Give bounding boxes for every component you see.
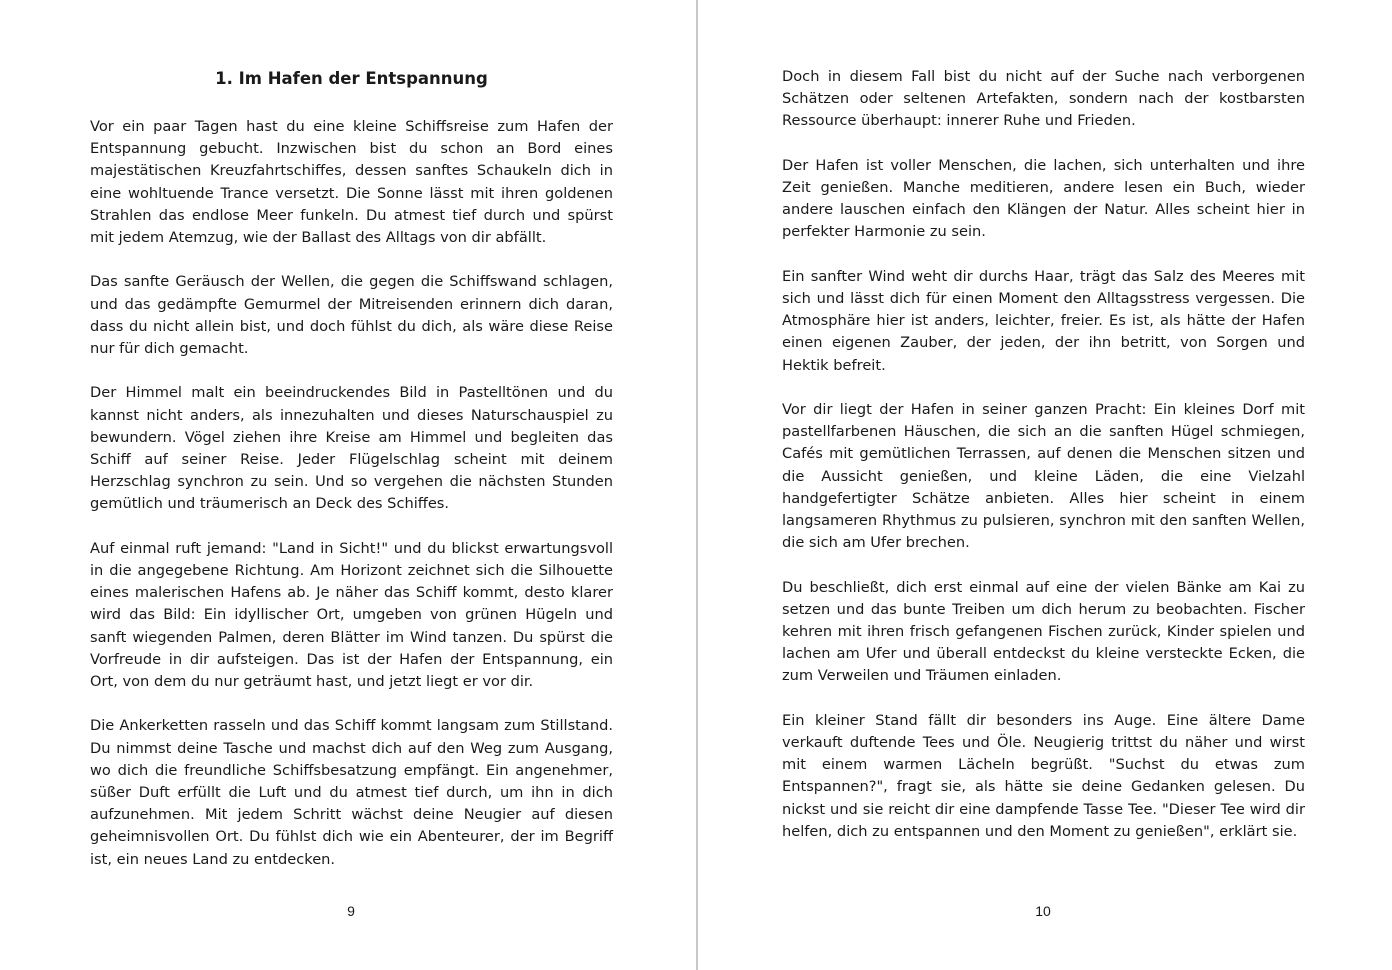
page-number: 9	[347, 903, 355, 919]
paragraph: Doch in diesem Fall bist du nicht auf der Suche nach verborgenen Schätzen oder seltenen Artefakten, sondern nach der kostbarsten Ressource überhaupt: innerer Ruhe und Frieden.	[782, 68, 1305, 130]
paragraph: Du beschließt, dich erst einmal auf eine der vielen Bänke am Kai zu setzen und das bunte Treiben um dich herum zu beobachten. Fischer kehren mit ihren frisch gefangenen Fischen zurück, Kinder spielen und lachen am Ufer und überall entdeckst du kleine versteckte Ecken, die zum Verweilen und Träumen einladen.	[782, 578, 1305, 685]
right-page-text	[782, 66, 1305, 865]
left-page-text	[90, 66, 613, 893]
paragraph: Das sanfte Geräusch der Wellen, die gegen die Schiffswand schlagen, und das gedämpfte Gemurmel der Mitreisenden erinnern dich daran, dass du nicht allein bist, und doch fühlst du dich, als wäre diese Reise nur für dich gemacht.	[90, 273, 613, 358]
paragraph: Vor dir liegt der Hafen in seiner ganzen Pracht: Ein kleines Dorf mit pastellfarbenen Häuschen, die sich an die sanften Hügel schmiegen, Cafés mit gemütlichen Terrassen, auf denen die Menschen sitzen und die Aussicht genießen, und kleine Läden, die eine Vielzahl handgefertigter Schätze anbieten. Alles hier scheint in einem langsameren Rhythmus zu pulsieren, synchron mit den sanften Wellen, die sich am Ufer brechen.	[782, 401, 1305, 552]
paragraph: Der Hafen ist voller Menschen, die lachen, sich unterhalten und ihre Zeit genießen. Manche meditieren, andere lesen ein Buch, wieder andere lauschen einfach den Klängen der Natur. Alles scheint hier in perfekter Harmonie zu sein.	[782, 156, 1305, 241]
paragraph: Die Ankerketten rasseln und das Schiff kommt langsam zum Stillstand. Du nimmst deine Tasche und machst dich auf den Weg zum Ausgang, wo dich die freundliche Schiffsbesatzung empfängt. Ein angenehmer, süßer Duft erfüllt die Luft und du atmest tief durch, um ihn in dich aufzunehmen. Mit jedem Schritt wächst deine Neugier auf diesen geheimnisvollen Ort. Du fühlst dich wie ein Abenteurer, der im Begriff ist, ein neues Land zu entdecken.	[90, 717, 613, 868]
paragraph: Vor ein paar Tagen hast du eine kleine Schiffsreise zum Hafen der Entspannung gebucht. Inzwischen bist du schon an Bord eines majestätischen Kreuzfahrtschiffes, dessen sanftes Schaukeln dich in eine wohltuende Trance versetzt. Die Sonne lässt mit ihren goldenen Strahlen das endlose Meer funkeln. Du atmest tief durch und spürst mit jedem Atemzug, wie der Ballast des Alltags von dir abfällt.	[90, 118, 613, 247]
paragraph: Ein kleiner Stand fällt dir besonders ins Auge. Eine ältere Dame verkauft duftende Tees und Öle. Neugierig trittst du näher und wirst mit einem warmen Lächeln begrüßt. "Suchst du etwas zum Entspannen?", fragt sie, als hätte sie deine Gedanken gelesen. Du nickst und sie reicht dir eine dampfende Tasse Tee. "Dieser Tee wird dir helfen, dich zu entspannen und den Moment zu genießen", erklärt sie.	[782, 711, 1305, 840]
paragraph: Ein sanfter Wind weht dir durchs Haar, trägt das Salz des Meeres mit sich und lässt dich für einen Moment den Alltagsstress vergessen. Die Atmosphäre hier ist anders, leichter, freier. Es ist, als hätte der Hafen einen eigenen Zauber, der jeden, der ihn betritt, von Sorgen und Hektik befreit.	[782, 267, 1305, 374]
page-number: 10	[1035, 903, 1051, 919]
paragraph: Der Himmel malt ein beeindruckendes Bild in Pastelltönen und du kannst nicht anders, als innezuhalten und dieses Naturschauspiel zu bewundern. Vögel ziehen ihre Kreise am Himmel und begleiten das Schiff auf seiner Reise. Jeder Flügelschlag scheint mit deinem Herzschlag synchron zu sein. Und so vergehen die nächsten Stunden gemütlich und träumerisch an Deck des Schiffes.	[90, 384, 613, 513]
paragraph: Auf einmal ruft jemand: "Land in Sicht!" und du blickst erwartungsvoll in die angegebene Richtung. Am Horizont zeichnet sich die Silhouette eines malerischen Hafens ab. Je näher das Schiff kommt, desto klarer wird das Bild: Ein idyllischer Ort, umgeben von grünen Hügeln und sanft wiegenden Palmen, deren Blätter im Wind tanzen. Du spürst die Vorfreude in dir aufsteigen. Das ist der Hafen der Entspannung, ein Ort, von dem du nur geträumt hast, und jetzt liegt er vor dir.	[90, 539, 613, 691]
right-page	[698, 0, 1392, 970]
chapter-title: 1. Im Hafen der Entspannung	[215, 69, 488, 88]
